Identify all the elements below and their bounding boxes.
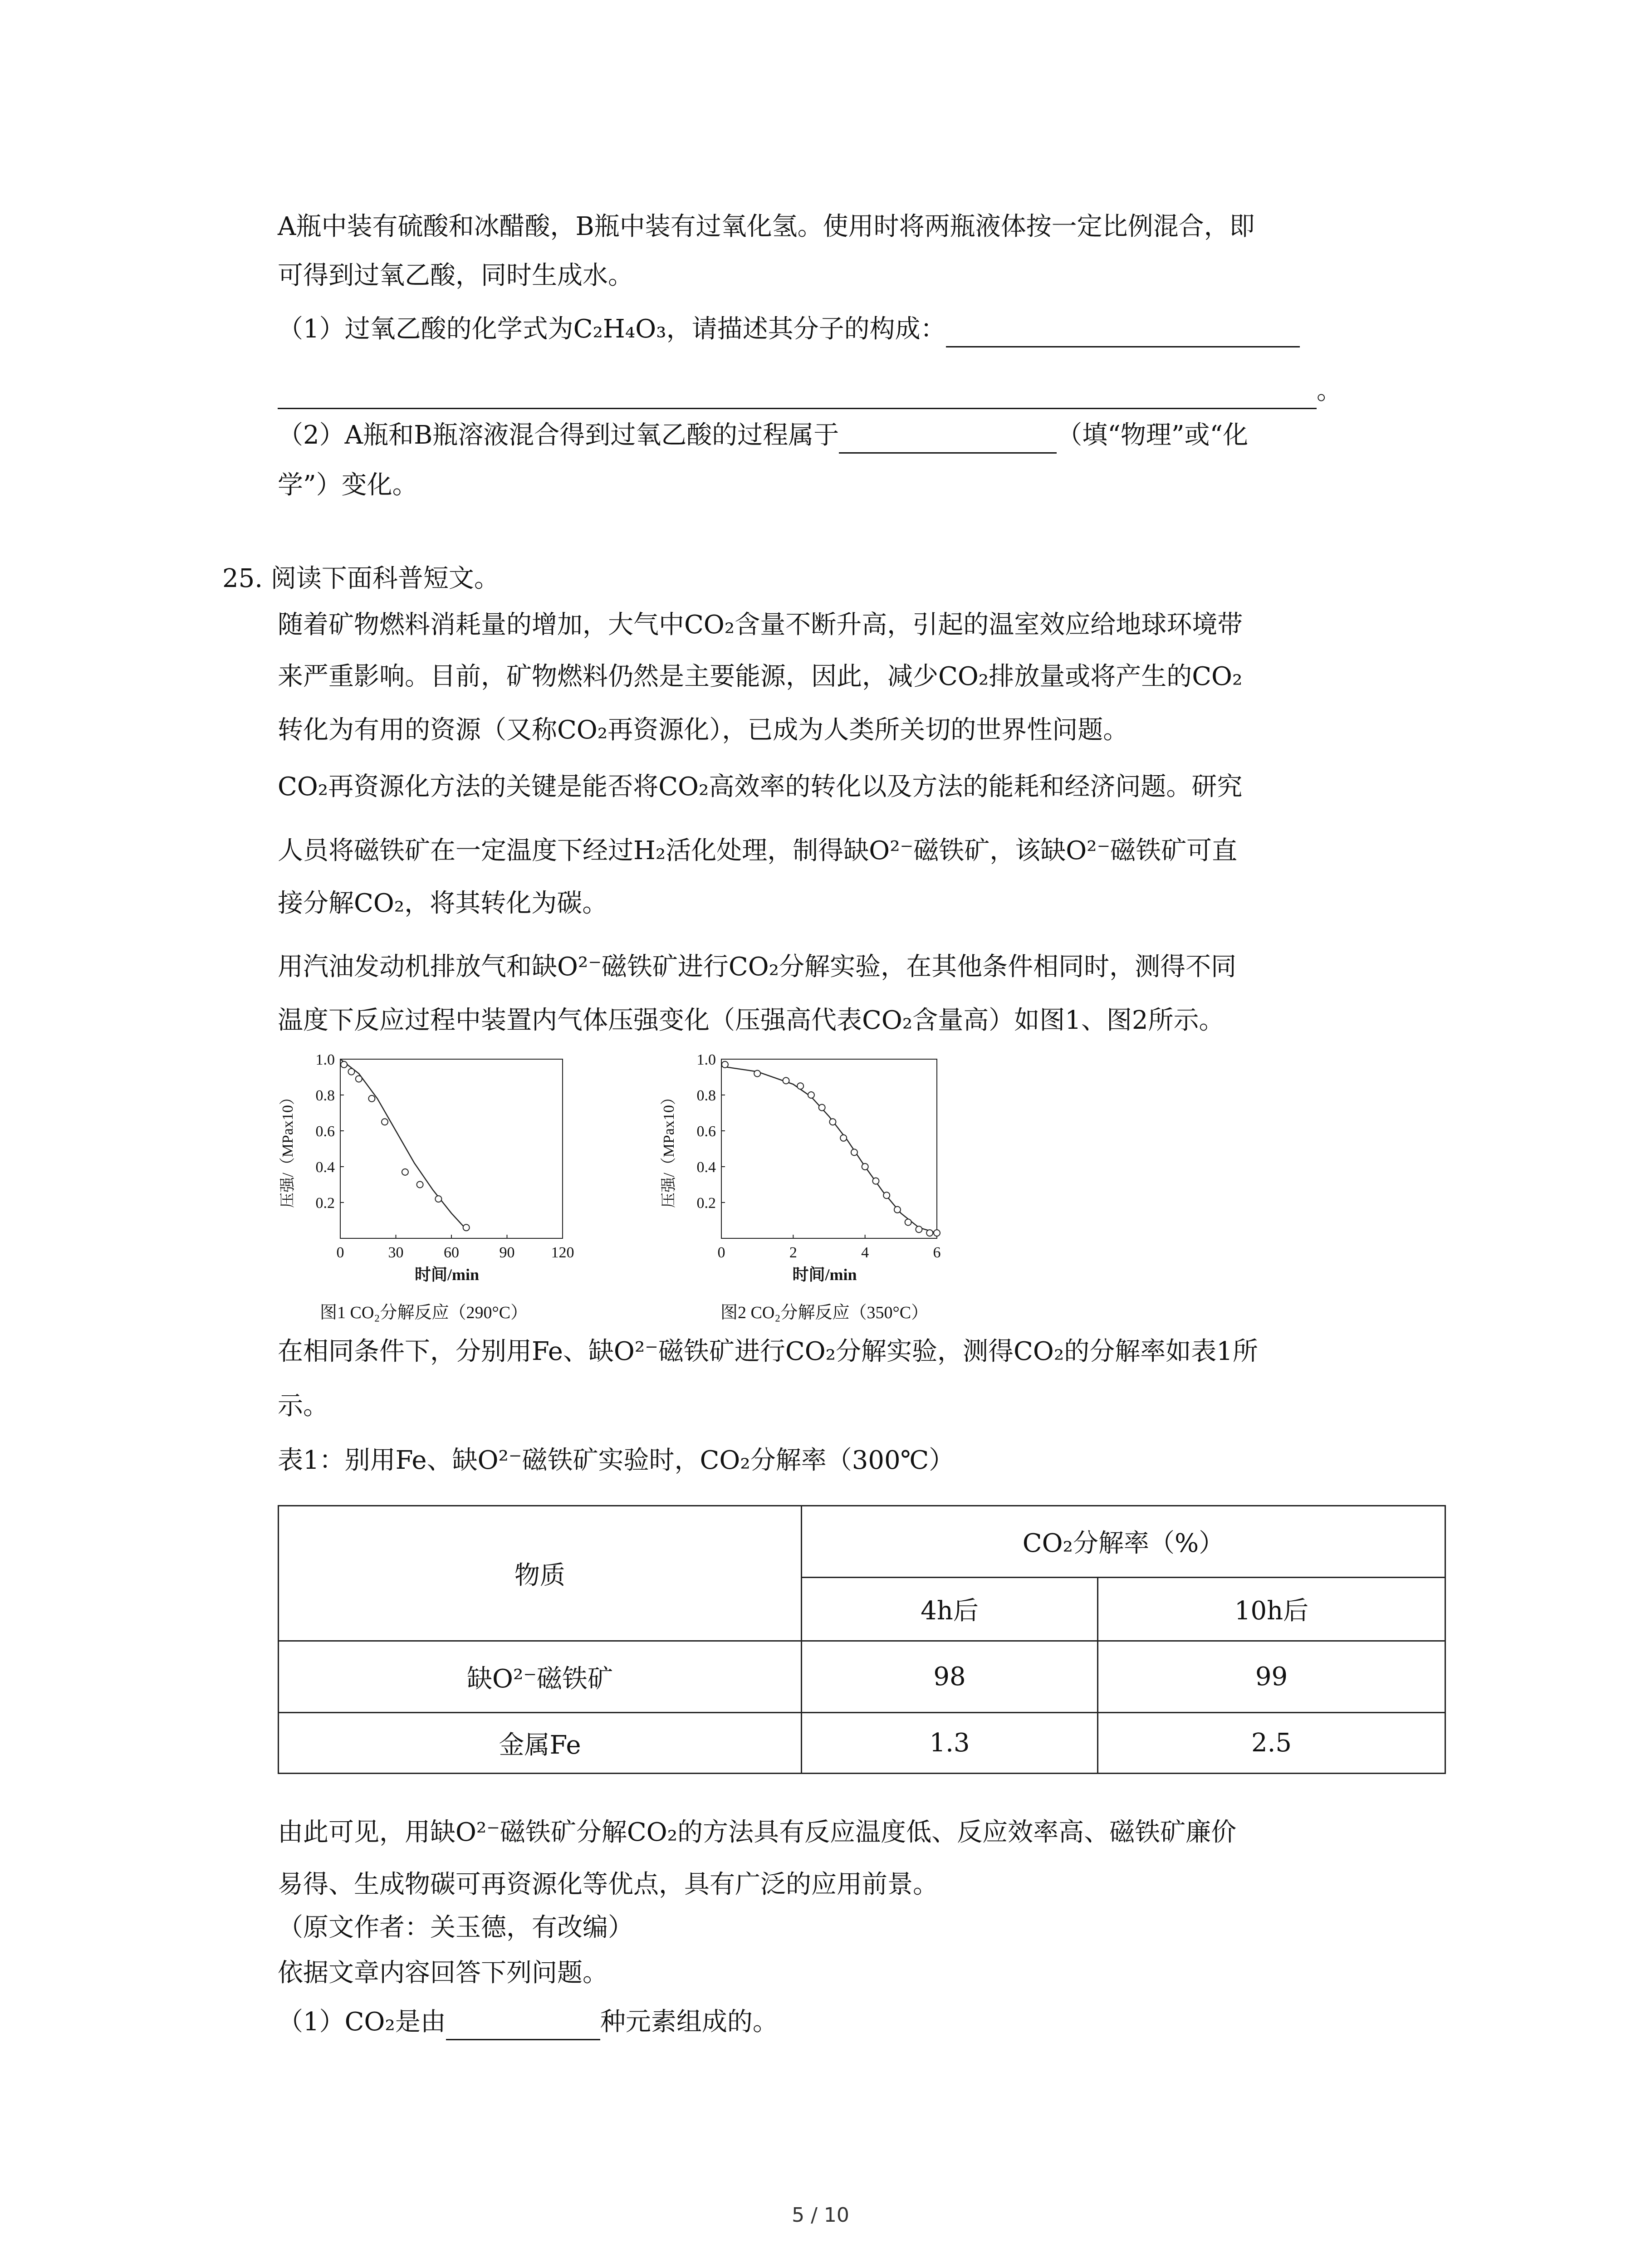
data-point	[851, 1149, 857, 1155]
question-text: （填“物理”或“化	[1057, 420, 1249, 450]
y-axis-label: 压强/（MPax10）	[279, 1090, 296, 1208]
data-point	[934, 1230, 940, 1236]
y-tick-label: 1.0	[315, 1051, 335, 1068]
data-point	[348, 1069, 355, 1075]
question-text: 种元素组成的。	[600, 2007, 778, 2037]
data-point	[883, 1192, 890, 1198]
decomposition-rate-table	[278, 1505, 1446, 1774]
y-tick-label: 0.6	[315, 1123, 335, 1140]
y-tick-label: 1.0	[696, 1051, 716, 1068]
x-tick-label: 6	[933, 1244, 941, 1261]
data-point	[894, 1207, 901, 1213]
text-line: CO₂再资源化方法的关键是能否将CO₂高效率的转化以及方法的能耗和经济问题。研究	[278, 772, 1243, 802]
text-line: 来严重影响。目前，矿物燃料仍然是主要能源，因此，减少CO₂排放量或将产生的CO₂	[278, 662, 1243, 691]
answer-line	[278, 373, 1342, 409]
text-line: 人员将磁铁矿在一定温度下经过H₂活化处理，制得缺O²⁻磁铁矿，该缺O²⁻磁铁矿可直	[278, 836, 1238, 865]
figure-2-caption: 图2 CO₂分解反应（350°C）	[720, 1303, 929, 1322]
y-tick-label: 0.4	[696, 1159, 716, 1176]
y-tick-label: 0.8	[696, 1087, 716, 1104]
table-header-rate: CO₂分解率（%）	[802, 1506, 1445, 1578]
data-point	[797, 1083, 803, 1089]
answer-blank[interactable]	[946, 319, 1300, 347]
table-row	[279, 1641, 1445, 1713]
y-tick-label: 0.8	[315, 1087, 335, 1104]
x-tick-label: 4	[861, 1244, 869, 1261]
page-number: 5 / 10	[792, 2204, 849, 2227]
x-tick-label: 0	[336, 1244, 344, 1261]
data-point	[356, 1075, 362, 1082]
answer-blank[interactable]	[278, 381, 1317, 409]
chart-figure-2	[637, 1043, 964, 1284]
data-point	[819, 1105, 825, 1111]
text-line: A瓶中装有硫酸和冰醋酸，B瓶中装有过氧化氢。使用时将两瓶液体按一定比例混合，即	[278, 212, 1255, 241]
data-point	[368, 1095, 375, 1102]
question-heading: 25. 阅读下面科普短文。	[222, 564, 500, 593]
table-cell-10h: 2.5	[1098, 1713, 1445, 1774]
text-line: 随着矿物燃料消耗量的增加，大气中CO₂含量不断升高，引起的温室效应给地球环境带	[278, 610, 1243, 640]
table-header-10h: 10h后	[1098, 1577, 1445, 1641]
question-1-prompt	[278, 2004, 778, 2040]
data-point	[463, 1224, 470, 1231]
answer-blank[interactable]	[839, 425, 1057, 454]
text-line: 温度下反应过程中装置内气体压强变化（压强高代表CO₂含量高）如图1、图2所示。	[278, 1006, 1225, 1035]
data-point	[905, 1219, 911, 1225]
data-point	[341, 1061, 347, 1068]
text-line: 学”）变化。	[278, 470, 418, 500]
y-tick-label: 0.4	[315, 1159, 335, 1176]
question-text: （1）CO₂是由	[278, 2007, 446, 2037]
text-line: 由此可见，用缺O²⁻磁铁矿分解CO₂的方法具有反应温度低、反应效率高、磁铁矿廉价	[278, 1818, 1237, 1847]
text-line: 可得到过氧乙酸，同时生成水。	[278, 261, 633, 290]
question-end: 。	[1317, 376, 1342, 406]
text-line: 用汽油发动机排放气和缺O²⁻磁铁矿进行CO₂分解实验，在其他条件相同时，测得不同	[278, 952, 1237, 982]
table-caption: 表1：别用Fe、缺O²⁻磁铁矿实验时，CO₂分解率（300℃）	[278, 1446, 955, 1475]
data-point	[840, 1135, 847, 1141]
data-point	[754, 1070, 760, 1077]
question-2-prompt	[278, 417, 1248, 454]
figure-1-caption: 图1 CO₂分解反应（290°C）	[320, 1303, 528, 1322]
table-cell-substance: 缺O²⁻磁铁矿	[279, 1641, 802, 1713]
source-note: （原文作者：关玉德，有改编）	[278, 1913, 633, 1942]
plot-frame	[721, 1059, 937, 1238]
table-cell-4h: 98	[802, 1641, 1098, 1713]
x-tick-label: 2	[789, 1244, 797, 1261]
data-point	[722, 1061, 728, 1068]
x-tick-label: 90	[499, 1244, 515, 1261]
y-tick-label: 0.2	[315, 1195, 335, 1212]
data-point	[829, 1119, 836, 1125]
x-axis-label: 时间/min	[414, 1266, 480, 1284]
text-line: 在相同条件下，分别用Fe、缺O²⁻磁铁矿进行CO₂分解实验，测得CO₂的分解率如表1所	[278, 1337, 1258, 1366]
text-line: 示。	[278, 1391, 328, 1421]
text-line: 转化为有用的资源（又称CO₂再资源化），已成为人类所关切的世界性问题。	[278, 715, 1129, 745]
question-1-prompt	[278, 311, 1300, 347]
chart-figure-1	[263, 1048, 581, 1284]
data-point	[808, 1092, 814, 1098]
question-text: （1）过氧乙酸的化学式为C₂H₄O₃，请描述其分子的构成：	[278, 314, 946, 344]
table-header-4h: 4h后	[802, 1577, 1098, 1641]
fit-curve	[340, 1059, 466, 1229]
table-row	[279, 1713, 1445, 1774]
x-tick-label: 30	[388, 1244, 404, 1261]
fit-curve	[721, 1066, 937, 1233]
text-line: 易得、生成物碳可再资源化等优点，具有广泛的应用前景。	[278, 1870, 938, 1899]
data-point	[916, 1226, 922, 1232]
x-axis-label: 时间/min	[792, 1266, 857, 1284]
plot-frame	[340, 1059, 563, 1238]
question-text: （2）A瓶和B瓶溶液混合得到过氧乙酸的过程属于	[278, 420, 839, 450]
table-cell-10h: 99	[1098, 1641, 1445, 1713]
data-point	[382, 1119, 388, 1125]
y-tick-label: 0.2	[696, 1195, 716, 1212]
answer-blank[interactable]	[446, 2012, 600, 2040]
data-point	[783, 1077, 789, 1084]
table-header-substance: 物质	[279, 1506, 802, 1641]
data-point	[417, 1182, 423, 1188]
data-point	[926, 1230, 933, 1236]
x-tick-label: 0	[717, 1244, 725, 1261]
y-tick-label: 0.6	[696, 1123, 716, 1140]
table-cell-4h: 1.3	[802, 1713, 1098, 1774]
data-point	[872, 1178, 879, 1184]
text-line: 依据文章内容回答下列问题。	[278, 1958, 608, 1988]
table-cell-substance: 金属Fe	[279, 1713, 802, 1774]
data-point	[862, 1163, 868, 1170]
x-tick-label: 120	[551, 1244, 574, 1261]
x-tick-label: 60	[444, 1244, 459, 1261]
data-point	[402, 1169, 408, 1175]
data-point	[435, 1196, 441, 1202]
text-line: 接分解CO₂，将其转化为碳。	[278, 889, 608, 918]
y-axis-label: 压强/（MPax10）	[661, 1090, 677, 1208]
